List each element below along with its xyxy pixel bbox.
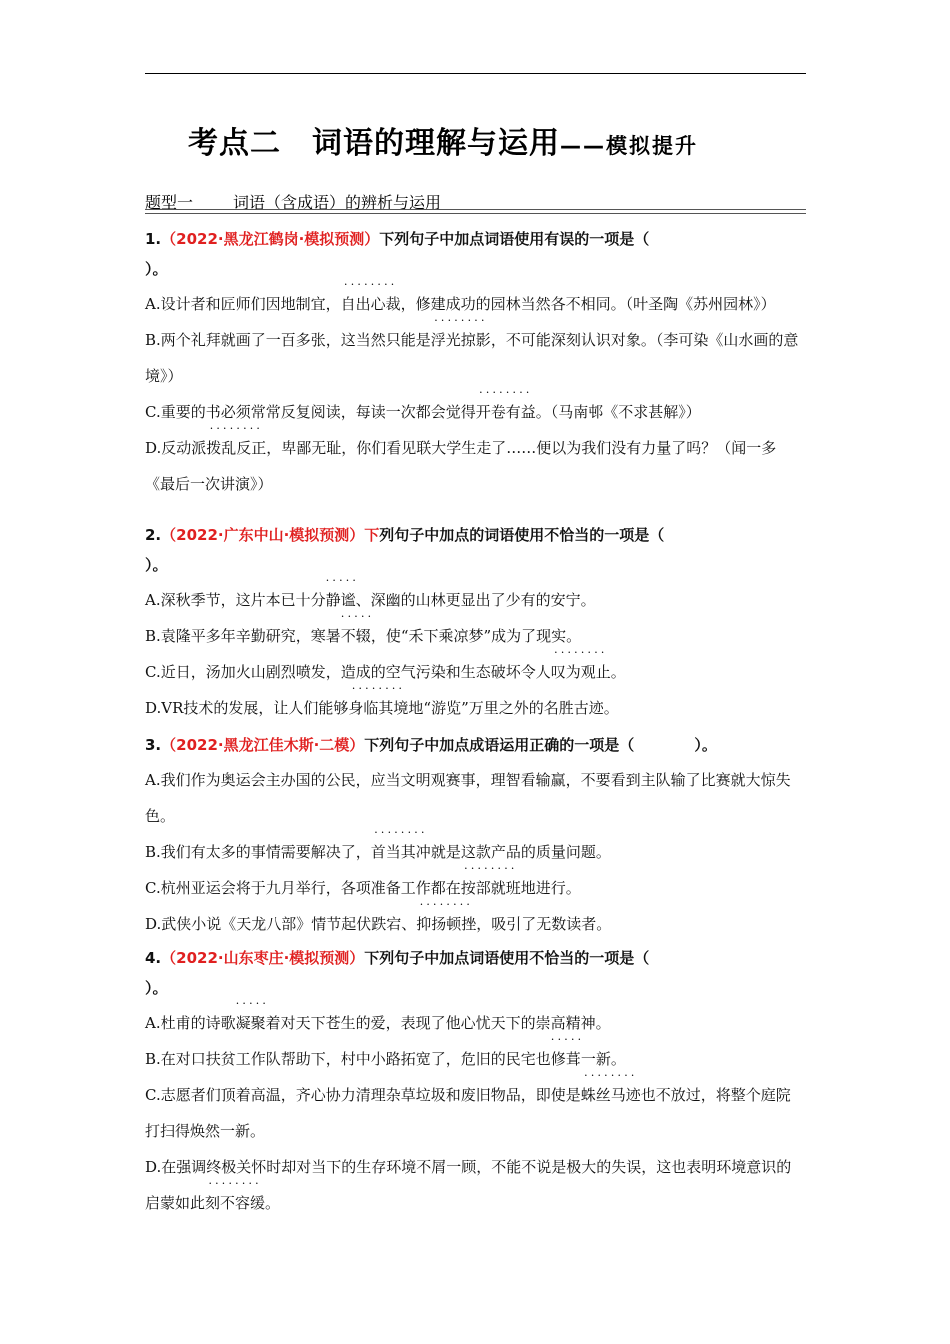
dotted-word: ․․․․․․․․ 开卷有益 [476,403,536,421]
option-a: A.深秋季节，这片本已十分․․․․․․․․ 静谧、深幽的山林更显出了少有的安宁。 [145,582,805,618]
option-c: C.近日，汤加火山剧烈喷发，造成的空气污染和生态破坏令人․․․․․․․․ 叹为观止。 [145,654,805,690]
dotted-word: ․․․․․․․․ 按部就班 [461,879,521,897]
page-title-main: 考点二 词语的理解与运用 [188,126,560,161]
option-d: D.在强调终极关怀时却对当下的生存环境不屑一顾，不能不说是极大的失误，这也表明环境意识的启蒙如此․․․․․․․․ 刻不容缓。 [145,1149,805,1221]
question-source: （2022·黑龙江佳木斯·二模） [161,736,365,754]
dotted-word: ․․․․․․․․ 不辍 [341,627,371,645]
option-a: A.杜甫的诗歌․․․․․․․․ 凝聚着对天下苍生的爱，表现了他心忧天下的崇高精神。 [145,1005,805,1041]
question-stem [145,224,805,284]
header-rule [145,73,806,74]
page-title [188,118,698,162]
question-text: 下列句子中加点词语使用不恰当的一项是（ [364,949,650,967]
dotted-word: ․․․․․․․․ 自出心裁 [341,295,401,313]
dotted-word: ․․․․․․․․ 大惊失色 [145,771,791,825]
dotted-word: ․․․․․․․․ 静谧 [326,591,356,609]
option-c: C.杭州亚运会将于九月举行，各项准备工作都在․․․․․․․․ 按部就班地进行。 [145,870,805,906]
question-3 [145,730,805,942]
question-number: 4. [145,949,162,967]
question-1 [145,224,805,502]
question-text-end: ）。 [145,979,168,997]
question-text: 下列句子中加点词语使用有误的一项是（ [379,230,650,248]
question-source: （2022·广东中山·模拟预测）下 [161,526,380,544]
section-rule [145,209,806,210]
section-label: 题型一 [145,193,194,212]
question-source: （2022·黑龙江鹤岗·模拟预测） [161,230,380,248]
dotted-word: ․․․․․․․․ 蛛丝马迹 [581,1086,641,1104]
question-stem [145,943,805,1003]
option-b: B.两个礼拜就画了一百多张，这当然只能是․․․․․․․․ 浮光掠影，不可能深刻认识对象。（李可染《山水画的意境》） [145,322,805,394]
dotted-word: ․․․․․․․․ 浮光掠影 [431,331,491,349]
option-a: A.设计者和匠师们因地制宜，․․․․․․․․ 自出心裁，修建成功的园林当然各不相同。（叶圣陶《苏州园林》） [145,286,805,322]
option-b: B.在对口扶贫工作队帮助下，村中小路拓宽了，危旧的民宅也․․․․․․․․ 修葺一新。 [145,1041,805,1077]
question-2 [145,520,805,726]
question-text-end: ）。 [145,260,168,278]
question-text: 下列句子中加点成语运用正确的一项是（ [364,736,635,754]
option-c: C.重要的书必须常常反复阅读，每读一次都会觉得․․․․․․․․ 开卷有益。（马南邨《不求甚解》） [145,394,805,430]
question-4 [145,943,805,1221]
question-number: 1. [145,230,162,248]
dotted-word: ․․․․․․․․ 身临其境 [348,699,408,717]
option-b: B.我们有太多的事情需要解决了，․․․․․․․․ 首当其冲就是这款产品的质量问题。 [145,834,805,870]
option-d: D.反动派․․․․․․․․ 拨乱反正，卑鄙无耻，你们看见联大学生走了……便以为我们没有力量了吗？（闻一多《最后一次讲演》） [145,430,805,502]
question-text-end: ）。 [145,556,168,574]
dotted-word: ․․․․․․․․ 刻不容缓 [205,1194,265,1212]
section-rule-double [145,213,806,214]
option-d: D.VR技术的发展，让人们能够․․․․․․․․ 身临其境地“游览”万里之外的名胜古迹。 [145,690,805,726]
question-text: 列句子中加点的词语使用不恰当的一项是（ [379,526,665,544]
option-d: D.武侠小说《天龙八部》情节起伏跌宕、․․․․․․․․ 抑扬顿挫，吸引了无数读者。 [145,906,805,942]
dotted-word: ․․․․․․․․ 抑扬顿挫 [416,915,476,933]
question-text-end: ）。 [694,736,717,754]
question-source: （2022·山东枣庄·模拟预测） [161,949,365,967]
dotted-word: ․․․․․․․․ 修葺 [551,1050,581,1068]
question-number: 3. [145,736,162,754]
option-a: A.我们作为奥运会主办国的公民，应当文明观赛事，理智看输赢，不要看到主队输了比赛就․․․․․․․․ 大惊失色。 [145,762,805,834]
option-c: C.志愿者们顶着高温，齐心协力清理杂草垃圾和废旧物品，即使是․․․․․․․․ 蛛丝马迹也不放过，将整个庭院打扫得焕然一新。 [145,1077,805,1149]
question-number: 2. [145,526,162,544]
dotted-word: ․․․․․․․․ 凝聚 [236,1014,266,1032]
question-stem [145,520,805,580]
dotted-word: ․․․․․․․․ 拨乱反正 [206,439,266,457]
section-title: 词语（含成语）的辨析与运用 [233,193,442,212]
page-title-sub: ——模拟提升 [560,134,698,158]
dotted-word: ․․․․․․․․ 叹为观止 [551,663,611,681]
option-b: B.袁隆平多年辛勤研究，寒暑․․․․․․․․ 不辍，使“禾下乘凉梦”成为了现实。 [145,618,805,654]
question-stem [145,730,805,760]
dotted-word: ․․․․․․․․ 首当其冲 [371,843,431,861]
